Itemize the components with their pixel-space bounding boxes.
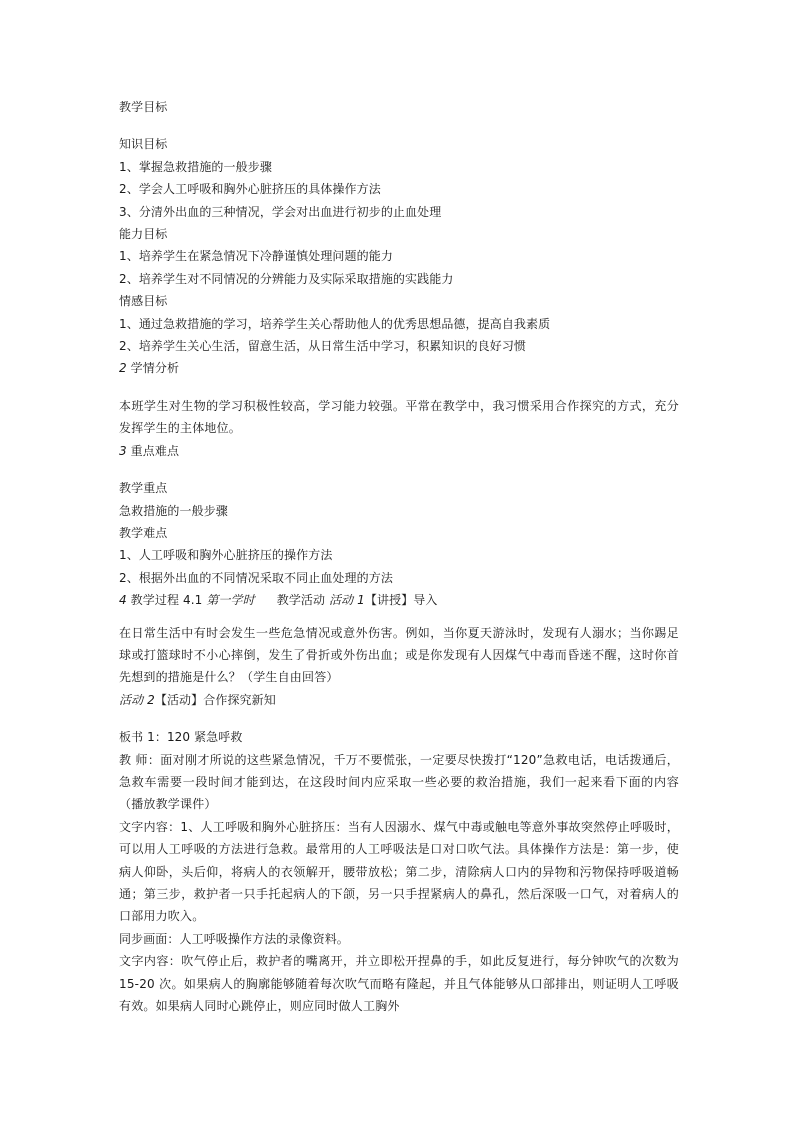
process-heading xyxy=(119,589,679,611)
activity2-heading xyxy=(119,689,679,711)
list-item: 1、掌握急救措施的一般步骤 xyxy=(119,159,272,174)
list-item: 3、分清外出血的三种情况，学会对出血进行初步的止血处理 xyxy=(119,204,442,219)
process-heading-text: 教学过程 xyxy=(130,593,180,608)
focus-text: 急救措施的一般步骤 xyxy=(119,503,228,518)
list-item: 1、培养学生在紧急情况下冷静谨慎处理问题的能力 xyxy=(119,249,393,264)
emotion-heading: 情感目标 xyxy=(119,294,168,309)
board-note: 板书 1：120 紧急呼救 xyxy=(119,730,243,745)
teacher-paragraph: 教 师：面对刚才所说的这些紧急情况，千万不要慌张，一定要尽快拨打“120”急救电话，电话拨通后，急救车需要一段时间才能到达，在这段时间内应采取一些必要的救治措施，我们一起来看下面的内容（播放教学课件） xyxy=(119,752,679,812)
activity1-label: 活动 1 xyxy=(329,593,365,608)
section-number: 3 xyxy=(119,443,127,458)
keypoints-heading-text: 重点难点 xyxy=(130,443,180,458)
focus-heading: 教学重点 xyxy=(119,481,168,496)
activity1-text: 【讲授】导入 xyxy=(364,593,438,608)
analysis-paragraph: 本班学生对生物的学习积极性较高，学习能力较强。平常在教学中，我习惯采用合作探究的方式，充分发挥学生的主体地位。 xyxy=(119,398,679,436)
list-item: 1、通过急救措施的学习，培养学生关心帮助他人的优秀思想品德，提高自我素质 xyxy=(119,316,551,331)
list-item: 2、培养学生对不同情况的分辨能力及实际采取措施的实践能力 xyxy=(119,271,454,286)
activity2-text: 【活动】合作探究新知 xyxy=(154,692,276,707)
activity2-label: 活动 2 xyxy=(119,692,155,707)
list-item: 2、学会人工呼吸和胸外心脏挤压的具体操作方法 xyxy=(119,182,381,197)
intro-paragraph: 在日常生活中有时会发生一些危急情况或意外伤害。例如，当你夏天游泳时，发现有人溺水；当你踢足球或打篮球时不小心摔倒，发生了骨折或外伤出血；或是你发现有人因煤气中毒而昏迷不醒，这时你首先想到的措施是什么？（学生自由回答） xyxy=(119,625,679,685)
content-paragraph-2: 文字内容：吹气停止后，救护者的嘴离开，并立即松开捏鼻的手，如此反复进行，每分钟吹气的次数为 15-20 次。如果病人的胸廓能够随着每次吹气而略有隆起，并且气体能够从口部排出，则证明人工呼吸有效。如果病人同时心跳停止，则应同时做人工胸外 xyxy=(119,954,679,1014)
section-number: 2 xyxy=(119,361,127,376)
ability-heading: 能力目标 xyxy=(119,227,168,242)
analysis-heading-text: 学情分析 xyxy=(130,361,180,376)
sync-screen-line: 同步画面：人工呼吸操作方法的录像资料。 xyxy=(119,931,349,946)
analysis-heading xyxy=(119,357,679,379)
list-item: 2、根据外出血的不同情况采取不同止血处理的方法 xyxy=(119,570,393,585)
section-number: 4 xyxy=(119,593,127,608)
list-item: 2、培养学生关心生活，留意生活，从日常生活中学习，积累知识的良好习惯 xyxy=(119,339,527,354)
keypoints-heading xyxy=(119,440,679,462)
section-subnumber: 4.1 xyxy=(183,593,203,608)
section-label: 第一学时 xyxy=(206,593,255,608)
section-title: 教学目标 xyxy=(119,100,168,114)
list-item: 1、人工呼吸和胸外心脏挤压的操作方法 xyxy=(119,548,333,563)
knowledge-heading: 知识目标 xyxy=(119,137,168,152)
content-paragraph: 文字内容：1、人工呼吸和胸外心脏挤压：当有人因溺水、煤气中毒或触电等意外事故突然停止呼吸时，可以用人工呼吸的方法进行急救。最常用的人工呼吸法是口对口吹气法。具体操作方法是：第一步，使病人仰卧，头后仰，将病人的衣领解开，腰带放松；第二步，清除病人口内的异物和污物保持呼吸道畅通；第三步，救护者一只手托起病人的下颌，另一只手捏紧病人的鼻孔，然后深吸一口气，对着病人的口部用力吹入。 xyxy=(119,819,679,924)
difficulty-heading: 教学难点 xyxy=(119,525,168,540)
activity-heading: 教学活动 xyxy=(276,593,326,608)
document-page xyxy=(119,96,679,1017)
